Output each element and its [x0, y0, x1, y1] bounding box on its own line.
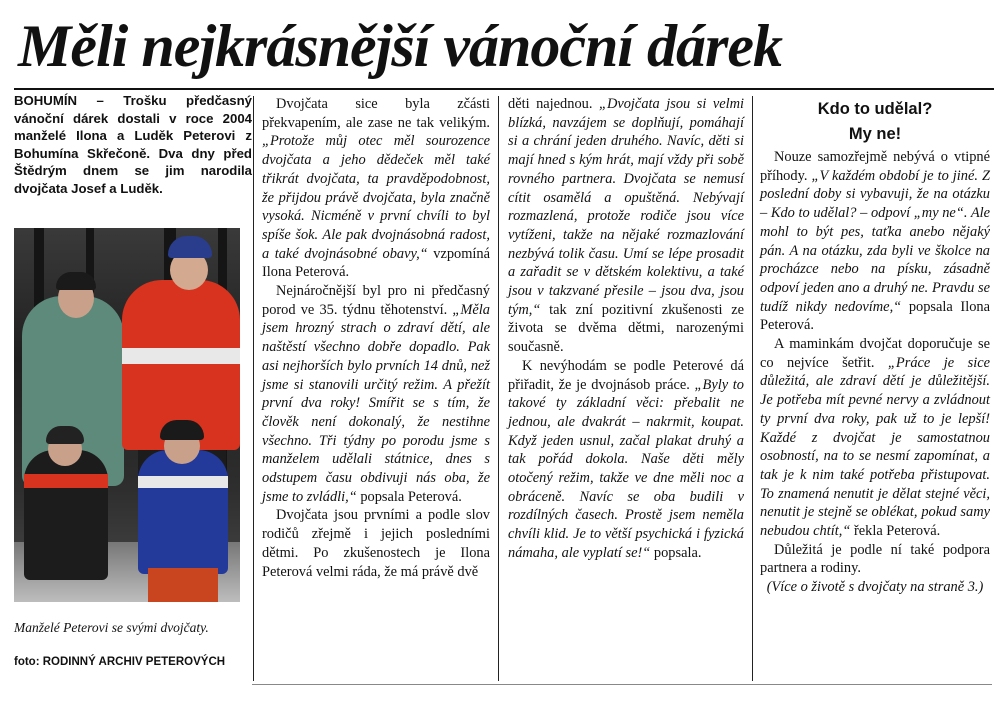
sidebar-heading: Kdo to udělal? — [817, 100, 933, 118]
paragraph: Dvojčata jsou prvními a podle slov rodičů zřejmě i jejich posledními dětmi. Po zkušenostech je Ilona Peterová velmi ráda, že má právě dvě — [262, 507, 490, 580]
photo-caption: Manželé Peterovi se svými dvojčaty. — [14, 620, 209, 635]
column-divider — [253, 96, 254, 681]
sidebar-column — [760, 148, 990, 597]
see-more-note: (Více o životě s dvojčaty na straně 3.) — [766, 579, 984, 596]
column-3 — [508, 95, 744, 563]
column-divider — [752, 96, 753, 681]
paragraph: Nejnáročnější byl pro ni předčasný porod ve 35. týdnu těhotenství. „Měla jsem hrozný strach o zdraví dětí, ale naštěstí všechno dobře dopadlo. Pak asi nejhorších bylo prvních 14 dnů, než jsme si stanovili určitý režim. A přežít první dva roky! Smířit se s tím, že člověk není dokonalý, že nestihne všechno. Tři týdny po porodu jsme s manželem udělali státnice, dnes s odstupem času obdivuji nás oba, že jsme to zvládli,“ popsala Peterová. — [262, 283, 490, 505]
sidebar-subheading: My ne! — [848, 125, 902, 143]
paragraph: Důležitá je podle ní také podpora partnera a rodiny. — [760, 541, 990, 577]
family-photo — [14, 228, 240, 602]
lead-place: BOHUMÍN — [14, 93, 78, 108]
bottom-rule — [252, 684, 992, 685]
headline-rule — [14, 88, 994, 90]
headline: Měli nejkrásnější vánoční dárek — [18, 13, 783, 79]
column-divider — [498, 96, 499, 681]
photo-credit: foto: RODINNÝ ARCHIV PETEROVÝCH — [14, 656, 226, 668]
paragraph: Dvojčata sice byla zčásti překvapením, ale zase ne tak velikým. „Protože můj otec měl sourozence dvojčata a jeho dědeček měl také třikrát dvojčata, ta pravděpodobnost, že přijdou právě dvojčata, byla značně vysoká. Nicméně v první chvíli to byl spíše šok. Ale pak dvojnásobná radost, a také dvojnásobné obavy,“ vzpomíná Ilona Peterová. — [262, 96, 490, 281]
lead-text: – Trošku předčasný vánoční dárek dostali v roce 2004 manželé Ilona a Luděk Peterovi z Bohumína Skřečoně. Dva dny před Štědrým dnem se jim narodila dvojčata Josef a Luděk. — [14, 93, 252, 196]
column-2 — [262, 95, 490, 581]
paragraph: K nevýhodám se podle Peterové dá přiřadit, že je dvojnásob práce. „Byly to takové ty základní věci: přebalit ne jednou, ale dvakrát – nakrmit, koupat. Když jeden usnul, začal plakat druhý a tak pořád dokola. Naše děti měly otočený režim, takže ve dne měli noc a obráceně. Navíc se oba budili v rozdílných časech. Prostě jsem neměla chvíli klid. Je to větší psychická i fyzická námaha, ale vyplatí se!“ popsala. — [508, 357, 744, 561]
lead-paragraph — [14, 92, 252, 197]
paragraph: A maminkám dvojčat doporučuje se co nejvíce šetřit. „Práce je sice důležitá, ale zdraví dětí je důležitější. Je potřeba mít pevné nervy a zvládnout ty první dva roky, pak už to je lepší! Každé z dvojčat je samostatnou osobností, na to se nesmí zapomínat, a tak je k nim také potřeba přistupovat. To znamená nenutit je dělat stejné věci, nenutit je stejně se oblékat, pokud samy nebudou chtít,“ řekla Peterová. — [760, 336, 990, 540]
paragraph: Nouze samozřejmě nebývá o vtipné příhody. „V každém období je to jiné. Z poslední doby si vybavuji, že na otázku – Kdo to udělal? – odpoví „my ne“. Ale mohl to být pes, taťka anebo nějaký pán. A na otázku, zda byli ve školce na procházce nebo na písku, zásadně odpoví jeden ano a druhý ne. Pravdu se tudíž nikdy nedovíme,“ popsala Ilona Peterová. — [760, 149, 990, 334]
paragraph: děti najednou. „Dvojčata jsou si velmi blízká, navzájem se doplňují, pomáhají si a chrání jeden druhého. Navíc, děti si mají hned s kým hrát, mají vždy při sobě rovného partnera. Dvojčata se nemusí cítit osamělá a opuštěná. Nebývají rozmazlená, protože rodiče jsou více vytíženi, takže na nějaké rozmazlování nezbývá tolik času. Umí se lépe prosadit a zařadit se v dětském kolektivu, a také jsou v takzvané přesile – jsou dva, jsou tým,“ tak zní pozitivní zkušenosti ze života se dvěma dětmi, narozenými současně. — [508, 96, 744, 356]
